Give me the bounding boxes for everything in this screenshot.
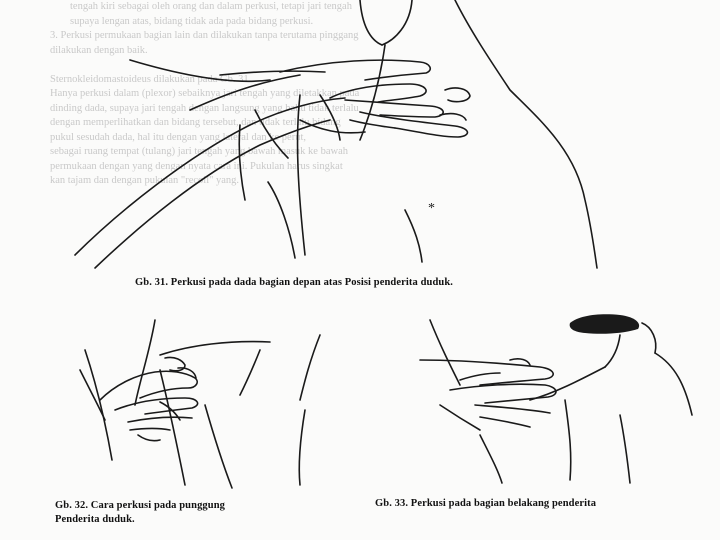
figure-32-caption-line2: Penderita duduk. bbox=[55, 514, 135, 525]
bleed-line: dengan memperlihatkan dan bidang tersebut, dan tidak terlalu bidang bbox=[50, 117, 341, 128]
figure-33-caption: Gb. 33. Perkusi pada bagian belakang penderita bbox=[375, 498, 597, 509]
bleed-line: 3. Perkusi permukaan bagian lain dan dilakukan tanpa terutama pinggang bbox=[50, 30, 359, 41]
small-mark: * bbox=[428, 201, 435, 216]
bleed-line: tengah kiri sebagai oleh orang dan dalam perkusi, tetapi jari tengah bbox=[70, 1, 352, 12]
bleed-line: dilakukan dengan baik. bbox=[50, 44, 148, 56]
bleed-line: kan tajam dan dengan pukulan "recoil" yang. bbox=[50, 175, 240, 186]
figure-31-caption: Gb. 31. Perkusi pada dada bagian depan atas Posisi penderita duduk. bbox=[135, 277, 453, 288]
bleed-line: supaya lengan atas, bidang tidak ada pada bidang perkusi. bbox=[70, 15, 314, 27]
bleed-line: sebagai ruang tempat (tulang) jari tengah yang bawah masuk ke bawah bbox=[50, 146, 348, 157]
bleed-line: Hanya perkusi dalam (plexor) sebaiknya jari tengah yang diletakkan pada bbox=[50, 88, 360, 99]
bleed-line: Sternokleidomastoideus dilakukan pada Gb. 31. bbox=[50, 73, 252, 85]
bleed-line: pukul sesudah dada, hal itu dengan yang lateral dan ke perut, bbox=[50, 131, 306, 143]
bleed-line: permukaan dengan yang dengan nyata cara ini. Pukulan harus singkat bbox=[50, 160, 343, 172]
figure-32-illustration bbox=[20, 310, 340, 490]
figure-32-caption-line1: Gb. 32. Cara perkusi pada punggung bbox=[55, 500, 225, 511]
bleed-line: dinding dada, supaya jari tengah dengan langsung yang bahu tidak terlalu bbox=[50, 102, 359, 114]
figure-33-illustration bbox=[380, 305, 710, 485]
